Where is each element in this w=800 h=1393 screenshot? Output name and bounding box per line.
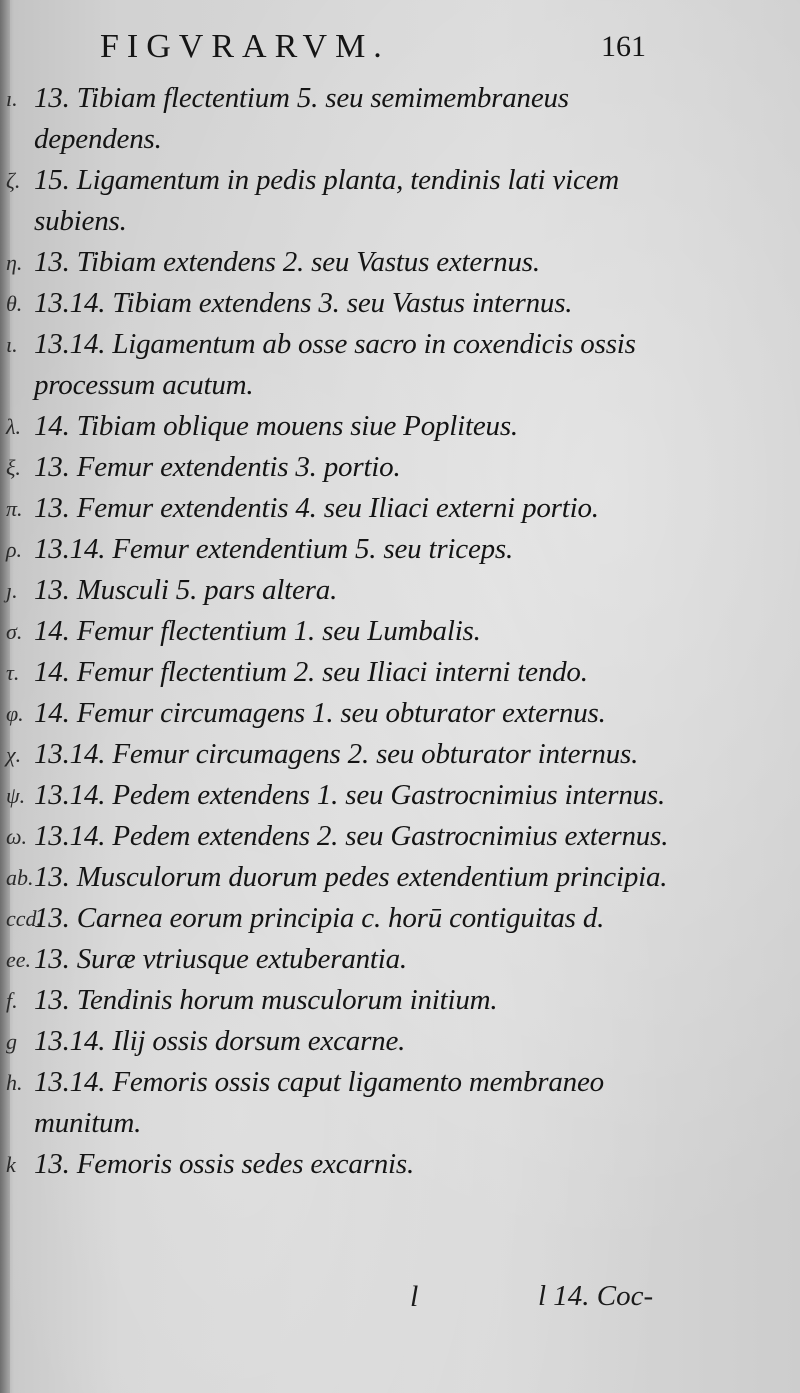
entry-text: 13. Femoris ossis sedes excarnis. [34,1148,415,1180]
entry-text: 13. Femur extendentis 3. portio. [34,451,401,483]
entry-marker: χ. [6,742,22,767]
figure-legend-list [0,78,700,1185]
entry-marker: f. [6,988,18,1013]
legend-entry [0,529,700,570]
entry-marker: k [6,1152,16,1177]
entry-marker: φ. [6,701,24,726]
catch-mark: l [410,1280,419,1313]
legend-entry [0,160,700,242]
entry-text: 13. Carnea eorum principia c. horū contiguitas d. [34,902,605,934]
entry-marker: ζ. [6,168,21,193]
entry-marker: ab. [6,865,34,890]
legend-entry [0,570,700,611]
legend-entry [0,898,700,939]
legend-entry [0,980,700,1021]
legend-entry [0,406,700,447]
legend-entry [0,734,700,775]
entry-marker: h. [6,1070,23,1095]
legend-entry [0,693,700,734]
entry-text: 14. Femur flectentium 2. seu Iliaci interni tendo. [34,656,588,688]
catchword: l 14. Coc- [538,1280,654,1312]
entry-marker: ψ. [6,783,26,808]
entry-text: 13.14. Pedem extendens 2. seu Gastrocnimius externus. [34,820,669,852]
legend-entry [0,488,700,529]
entry-text: 13.14. Femur extendentium 5. seu triceps. [34,533,514,565]
entry-text: 13.14. Ilij ossis dorsum excarne. [34,1025,406,1057]
entry-text: 13. Suræ vtriusque extuberantia. [34,943,407,975]
legend-entry [0,652,700,693]
entry-text: 13. Musculorum duorum pedes extendentium principia. [34,861,668,893]
legend-entry [0,775,700,816]
entry-marker: ω. [6,824,28,849]
entry-text: 13. Tibiam extendens 2. seu Vastus externus. [34,246,540,278]
entry-marker: ρ. [6,537,23,562]
legend-entry [0,78,700,160]
entry-text: 13.14. Femur circumagens 2. seu obturator internus. [34,738,639,770]
entry-text: 13.14. Ligamentum ab osse sacro in coxendicis ossis processum acutum. [34,328,636,401]
entry-marker: ccd. [6,906,43,931]
legend-entry [0,857,700,898]
entry-marker: ȷ. [6,578,18,603]
legend-entry [0,324,700,406]
entry-text: 13.14. Pedem extendens 1. seu Gastrocnimius internus. [34,779,666,811]
entry-marker: ee. [6,947,32,972]
entry-text: 13.14. Tibiam extendens 3. seu Vastus internus. [34,287,573,319]
page-number: 161 [601,30,646,63]
entry-text: 14. Tibiam oblique mouens siue Popliteus. [34,410,518,442]
entry-text: 13. Musculi 5. pars altera. [34,574,338,606]
entry-text: 15. Ligamentum in pedis planta, tendinis lati vicem subiens. [34,164,620,237]
entry-marker: ı. [6,86,18,111]
legend-entry [0,939,700,980]
entry-marker: σ. [6,619,23,644]
legend-entry [0,447,700,488]
legend-entry [0,1062,700,1144]
legend-entry [0,1021,700,1062]
entry-marker: λ. [6,414,22,439]
legend-entry [0,816,700,857]
entry-text: 13.14. Femoris ossis caput ligamento membraneo munitum. [34,1066,604,1139]
entry-marker: η. [6,250,23,275]
entry-marker: ξ. [6,455,21,480]
page-header [100,28,660,72]
entry-marker: g [6,1029,17,1054]
entry-text: 13. Femur extendentis 4. seu Iliaci externi portio. [34,492,599,524]
entry-marker: ι. [6,332,18,357]
legend-entry [0,611,700,652]
legend-entry [0,242,700,283]
entry-marker: θ. [6,291,23,316]
entry-text: 13. Tendinis horum musculorum initium. [34,984,498,1016]
legend-entry [0,283,700,324]
entry-marker: τ. [6,660,20,685]
entry-text: 13. Tibiam flectentium 5. seu semimembraneus dependens. [34,82,569,155]
catchword-line [410,1280,670,1320]
entry-text: 14. Femur circumagens 1. seu obturator externus. [34,697,606,729]
legend-entry [0,1144,700,1185]
entry-marker: π. [6,496,23,521]
entry-text: 14. Femur flectentium 1. seu Lumbalis. [34,615,481,647]
running-title: FIGVRARVM. [100,28,390,65]
